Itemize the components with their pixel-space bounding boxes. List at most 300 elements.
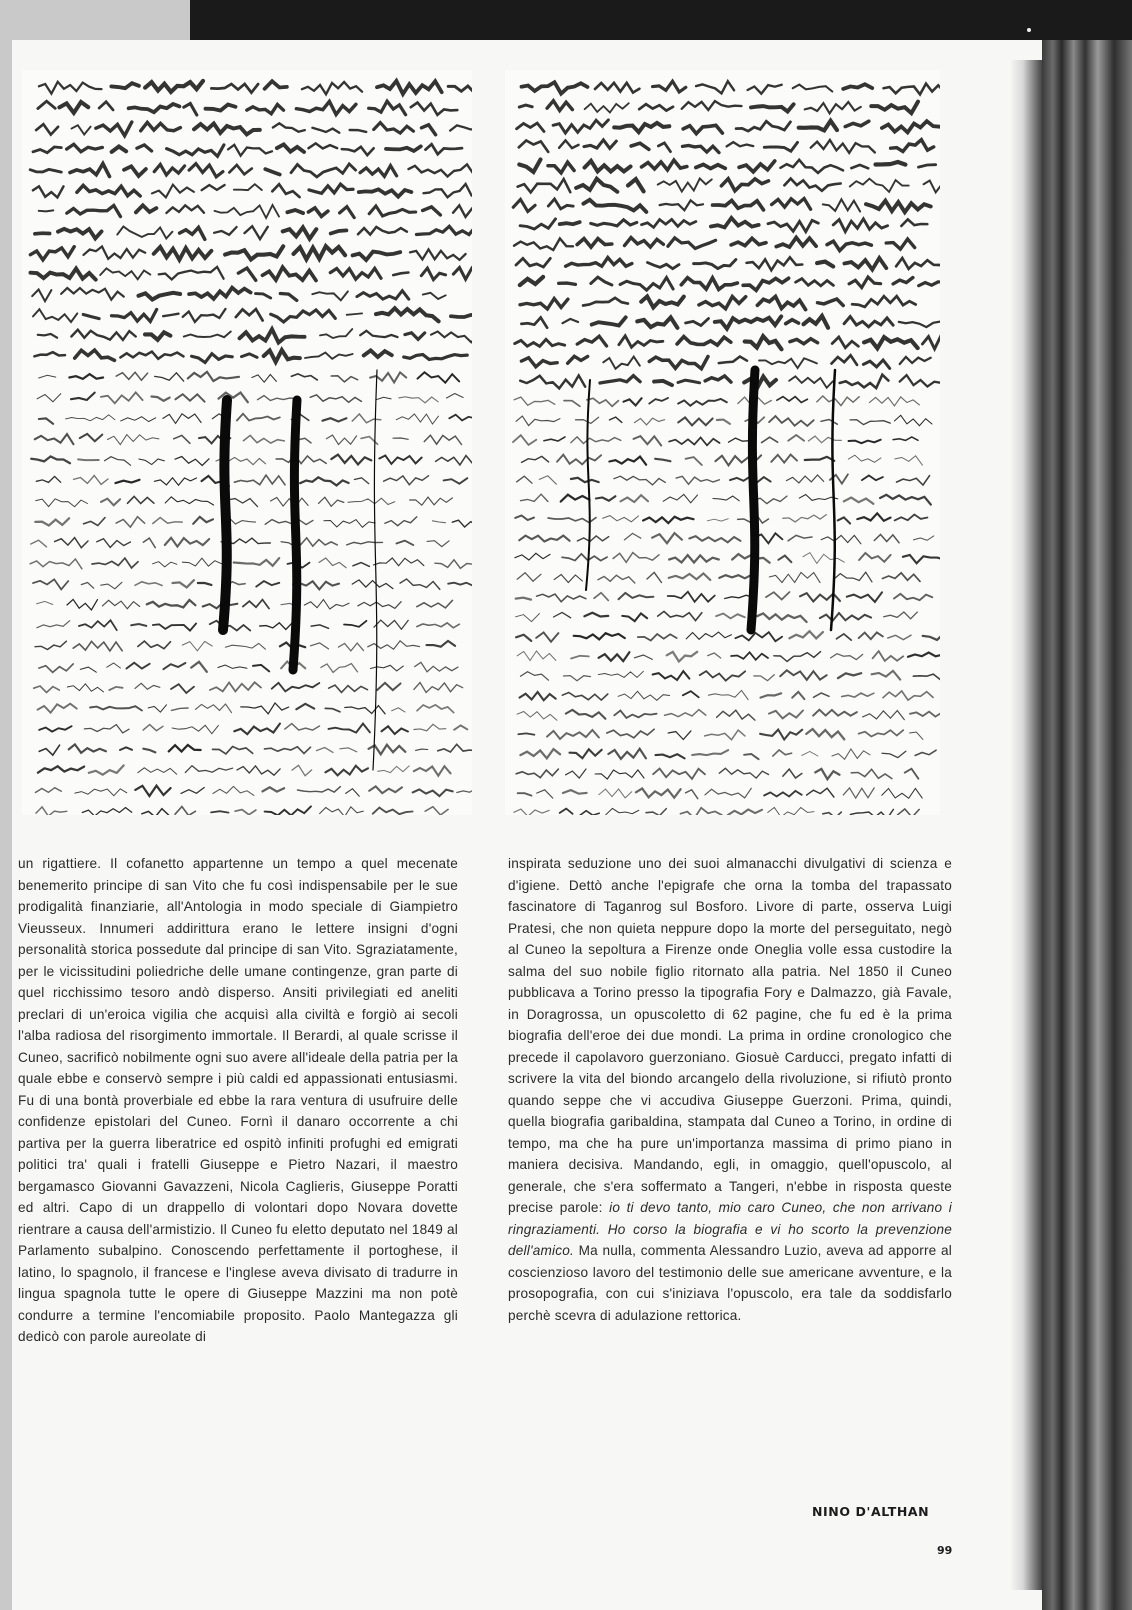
handwriting-stroke bbox=[515, 516, 534, 521]
handwriting-stroke bbox=[686, 632, 731, 639]
handwriting-stroke bbox=[669, 555, 719, 562]
handwriting-stroke bbox=[799, 495, 838, 501]
handwriting-stroke bbox=[832, 749, 870, 759]
handwriting-stroke bbox=[559, 140, 578, 148]
handwriting-stroke bbox=[385, 517, 417, 526]
handwriting-stroke bbox=[653, 81, 686, 92]
handwriting-stroke bbox=[58, 229, 102, 239]
handwriting-stroke bbox=[823, 812, 842, 815]
handwriting-stroke bbox=[594, 593, 608, 601]
handwriting-stroke bbox=[882, 751, 906, 757]
handwriting-stroke bbox=[817, 262, 833, 267]
handwriting-stroke bbox=[635, 655, 653, 659]
handwriting-stroke bbox=[905, 769, 919, 779]
handwriting-stroke bbox=[821, 420, 837, 425]
handwriting-stroke bbox=[116, 372, 147, 380]
handwriting-stroke bbox=[614, 123, 669, 132]
handwriting-stroke bbox=[296, 101, 356, 114]
handwriting-stroke bbox=[291, 164, 356, 177]
handwriting-stroke bbox=[285, 724, 320, 731]
handwriting-stroke bbox=[360, 166, 397, 177]
handwriting-stroke bbox=[820, 613, 871, 621]
handwriting-stroke bbox=[400, 579, 440, 589]
handwriting-stroke bbox=[562, 693, 608, 701]
handwriting-stroke bbox=[914, 536, 934, 540]
handwriting-stroke bbox=[563, 790, 587, 794]
handwriting-stroke bbox=[241, 703, 289, 714]
handwriting-stroke bbox=[252, 375, 277, 383]
handwriting-stroke bbox=[413, 789, 453, 796]
handwriting-stroke bbox=[360, 331, 397, 337]
handwriting-stroke bbox=[561, 495, 590, 502]
handwriting-stroke bbox=[705, 376, 731, 382]
handwriting-stroke bbox=[517, 712, 557, 721]
handwriting-stroke bbox=[554, 613, 571, 618]
handwriting-stroke bbox=[311, 643, 329, 649]
handwriting-stroke bbox=[520, 277, 543, 285]
handwriting-stroke bbox=[516, 635, 531, 641]
handwriting-stroke bbox=[658, 611, 702, 620]
handwriting-stroke bbox=[606, 808, 639, 814]
handwriting-stroke bbox=[866, 201, 931, 212]
handwriting-stroke bbox=[301, 538, 338, 546]
handwriting-stroke bbox=[112, 309, 157, 321]
handwriting-stroke bbox=[876, 162, 906, 165]
handwriting-stroke bbox=[35, 788, 61, 793]
handwriting-stroke bbox=[265, 806, 311, 815]
handwriting-stroke bbox=[715, 316, 781, 328]
handwriting-stroke bbox=[831, 654, 863, 660]
handwriting-stroke bbox=[75, 789, 127, 796]
handwriting-stroke bbox=[39, 726, 71, 731]
handwriting-stroke bbox=[560, 222, 580, 224]
handwriting-stroke bbox=[258, 396, 297, 401]
handwriting-stroke bbox=[276, 455, 326, 464]
handwriting-stroke bbox=[153, 518, 183, 524]
handwriting-stroke bbox=[320, 329, 352, 338]
handwriting-stroke bbox=[895, 456, 923, 465]
page-curl-edge bbox=[1010, 60, 1042, 1590]
handwriting-stroke bbox=[329, 724, 370, 733]
handwriting-stroke bbox=[37, 621, 70, 628]
handwriting-scan-right bbox=[505, 70, 940, 815]
handwriting-stroke bbox=[169, 745, 201, 752]
crossout-stroke bbox=[373, 370, 377, 770]
handwriting-stroke bbox=[242, 354, 258, 358]
handwriting-stroke bbox=[78, 459, 99, 460]
handwriting-stroke bbox=[843, 84, 872, 89]
handwriting-stroke bbox=[234, 724, 280, 735]
article-text-right-plain: inspirata seduzione uno dei suoi almanacchi divulgativi di scienza e d'igiene. Dettò anche l'epigrafe che orna la tomba del trapassato fascinatore di Taganrog sul Bosforo. Livore di parte, osserva Luigi Pratesi, che non quieta neppure dopo la morte del perseguitato, negò al Cuneo la sepoltura a Firenze onde Oneglia volle essa custodire la salma del suo nobile figlio ritornato alla patria. Nel 1850 il Cuneo pubblicava a Torino presso la tipografia Fory e Dalmazzo, già Favale, in Doragrossa, un opuscoletto di 62 pagine, che fu ed è la prima biografia dell'eroe dei due mondi. La prima in ordine cronologico che precede il capolavoro guerzoniano. Giosuè Carducci, pregato infatti di scrivere la vita del biondo arcangelo della rivoluzione, si rifiutò pronto quando seppe che vi accudiva Giuseppe Guerzoni. Prima, quindi, quella biografia garibaldina, stampata dal Cuneo a Torino, in ordine di tempo, ma che ha pure un'importanza massima di primo piano in maniera decisiva. Mandando, egli, in omaggio, quell'opuscolo, al generale, che s'era soffermato a Tangeri, n'ebbe in risposta queste precise parole: bbox=[508, 856, 952, 1215]
handwriting-stroke bbox=[788, 535, 812, 540]
handwriting-stroke bbox=[414, 724, 446, 731]
handwriting-stroke bbox=[67, 684, 103, 692]
handwriting-stroke bbox=[636, 789, 681, 798]
handwriting-stroke bbox=[449, 415, 472, 421]
handwriting-stroke bbox=[338, 643, 363, 651]
handwriting-stroke bbox=[727, 142, 754, 146]
handwriting-stroke bbox=[373, 808, 413, 815]
handwriting-stroke bbox=[299, 438, 311, 443]
handwriting-stroke bbox=[399, 397, 438, 403]
handwriting-stroke bbox=[624, 533, 640, 540]
handwriting-stroke bbox=[271, 310, 336, 322]
handwriting-stroke bbox=[211, 84, 258, 93]
handwriting-stroke bbox=[711, 218, 759, 228]
handwriting-stroke bbox=[518, 793, 532, 795]
handwriting-stroke bbox=[639, 104, 673, 110]
handwriting-stroke bbox=[872, 671, 901, 680]
handwriting-stroke bbox=[154, 247, 212, 260]
article-column-right bbox=[508, 853, 952, 1326]
handwriting-stroke bbox=[548, 162, 574, 173]
handwriting-stroke bbox=[833, 219, 887, 232]
handwriting-stroke bbox=[354, 478, 368, 484]
handwriting-stroke bbox=[842, 693, 874, 697]
handwriting-stroke bbox=[781, 160, 844, 173]
handwriting-stroke bbox=[838, 517, 850, 523]
handwriting-stroke bbox=[619, 336, 663, 347]
handwriting-stroke bbox=[189, 288, 251, 299]
handwriting-stroke bbox=[622, 613, 647, 621]
handwriting-stroke bbox=[426, 144, 463, 154]
handwriting-stroke bbox=[127, 663, 150, 669]
handwriting-stroke bbox=[374, 620, 408, 629]
handwriting-stroke bbox=[423, 293, 446, 299]
handwriting-stroke bbox=[206, 105, 236, 111]
handwriting-stroke bbox=[396, 541, 413, 546]
handwriting-stroke bbox=[378, 766, 410, 773]
handwriting-stroke bbox=[893, 437, 918, 440]
handwriting-stroke bbox=[308, 208, 328, 217]
handwriting-stroke bbox=[330, 268, 381, 279]
handwriting-stroke bbox=[571, 656, 589, 659]
handwriting-stroke bbox=[427, 541, 449, 547]
handwriting-stroke bbox=[272, 683, 320, 692]
handwriting-stroke bbox=[564, 401, 580, 407]
handwriting-stroke bbox=[634, 436, 662, 445]
handwriting-stroke bbox=[806, 729, 844, 739]
handwriting-stroke bbox=[796, 279, 834, 286]
handwriting-stroke bbox=[202, 185, 225, 190]
handwriting-stroke bbox=[721, 179, 768, 191]
handwriting-stroke bbox=[840, 375, 889, 388]
handwriting-stroke bbox=[89, 765, 124, 774]
handwriting-stroke bbox=[514, 397, 555, 405]
handwriting-stroke bbox=[37, 601, 53, 604]
handwriting-stroke bbox=[769, 573, 820, 583]
handwriting-stroke bbox=[417, 623, 460, 628]
handwriting-stroke bbox=[124, 166, 146, 176]
handwriting-stroke bbox=[677, 337, 731, 346]
handwriting-stroke bbox=[386, 146, 421, 151]
handwriting-stroke bbox=[165, 497, 213, 505]
handwriting-stroke bbox=[59, 102, 88, 113]
handwriting-stroke bbox=[638, 634, 677, 641]
handwriting-stroke bbox=[882, 788, 922, 798]
handwriting-stroke bbox=[145, 332, 170, 340]
handwriting-stroke bbox=[344, 621, 367, 627]
handwriting-stroke bbox=[263, 267, 317, 280]
handwriting-stroke bbox=[30, 247, 74, 260]
handwriting-stroke bbox=[369, 786, 402, 793]
handwriting-stroke bbox=[448, 582, 472, 586]
handwriting-stroke bbox=[188, 372, 239, 381]
handwriting-stroke bbox=[37, 394, 61, 402]
handwriting-stroke bbox=[36, 476, 60, 482]
handwriting-stroke bbox=[521, 672, 549, 681]
handwriting-stroke bbox=[325, 766, 368, 776]
handwriting-stroke bbox=[568, 356, 588, 363]
handwriting-stroke bbox=[30, 169, 61, 172]
handwriting-stroke bbox=[576, 179, 617, 192]
handwriting-stroke bbox=[587, 398, 619, 406]
handwriting-stroke bbox=[99, 102, 113, 110]
handwriting-stroke bbox=[805, 457, 835, 461]
handwriting-stroke bbox=[287, 210, 303, 213]
handwriting-stroke bbox=[194, 124, 260, 135]
handwriting-scan-left bbox=[22, 70, 472, 815]
handwriting-stroke bbox=[81, 583, 93, 589]
handwriting-stroke bbox=[174, 435, 190, 443]
handwriting-stroke bbox=[35, 641, 66, 649]
handwriting-stroke bbox=[302, 82, 362, 94]
handwriting-stroke bbox=[376, 397, 391, 399]
handwriting-stroke bbox=[405, 333, 425, 340]
handwriting-stroke bbox=[560, 809, 573, 814]
handwriting-stroke bbox=[683, 125, 722, 133]
handwriting-stroke bbox=[910, 732, 923, 739]
handwriting-stroke bbox=[234, 558, 280, 566]
book-spine bbox=[1042, 40, 1132, 1610]
handwriting-stroke bbox=[643, 517, 693, 523]
handwriting-stroke bbox=[874, 535, 899, 543]
handwriting-stroke bbox=[628, 179, 644, 191]
handwriting-stroke bbox=[175, 807, 195, 815]
handwriting-stroke bbox=[592, 317, 626, 325]
handwriting-stroke bbox=[514, 809, 549, 815]
handwriting-stroke bbox=[748, 85, 782, 94]
handwriting-stroke bbox=[38, 704, 77, 713]
handwriting-stroke bbox=[148, 705, 166, 712]
handwriting-stroke bbox=[818, 299, 844, 306]
handwriting-stroke bbox=[719, 768, 768, 778]
handwriting-stroke bbox=[36, 124, 58, 134]
handwriting-stroke bbox=[84, 247, 146, 259]
handwriting-stroke bbox=[435, 560, 472, 569]
handwriting-stroke bbox=[31, 269, 96, 280]
handwriting-stroke bbox=[768, 220, 818, 231]
handwriting-stroke bbox=[823, 199, 860, 211]
handwriting-stroke bbox=[744, 754, 759, 759]
handwriting-stroke bbox=[171, 708, 188, 710]
handwriting-stroke bbox=[112, 147, 126, 152]
handwriting-stroke bbox=[364, 350, 392, 357]
handwriting-stroke bbox=[120, 352, 183, 359]
handwriting-stroke bbox=[883, 573, 921, 582]
handwriting-stroke bbox=[234, 184, 262, 190]
handwriting-stroke bbox=[138, 641, 171, 649]
handwriting-stroke bbox=[591, 220, 637, 226]
handwriting-stroke bbox=[513, 199, 535, 211]
handwriting-stroke bbox=[583, 298, 628, 306]
handwriting-stroke bbox=[265, 169, 279, 174]
handwriting-stroke bbox=[240, 329, 305, 342]
handwriting-stroke bbox=[173, 580, 194, 587]
handwriting-stroke bbox=[777, 397, 808, 403]
handwriting-stroke bbox=[36, 807, 67, 815]
handwriting-stroke bbox=[747, 257, 803, 270]
handwriting-stroke bbox=[595, 83, 639, 93]
handwriting-stroke bbox=[243, 600, 269, 609]
handwriting-stroke bbox=[292, 765, 312, 775]
handwriting-stroke bbox=[689, 536, 740, 542]
handwriting-stroke bbox=[595, 770, 644, 779]
handwriting-stroke bbox=[783, 515, 827, 522]
handwriting-stroke bbox=[544, 437, 565, 441]
garibaldi-quote: io ti devo tanto, mio caro Cuneo, che non arrivano i ringraziamenti. Ho corso la biografia e vi ho scorto la prevenzione dell'amico. bbox=[508, 1200, 952, 1258]
handwriting-stroke bbox=[778, 556, 791, 563]
article-text-left: un rigattiere. Il cofanetto appartenne un tempo a quel mecenate benemerito principe di san Vito che fu così indispensabile per le sue prodigalità finanziarie, all'Antologia in modo speciale di Giampietro Vieusseux. Innumeri addirittura erano le lettere insigni d'ogni personalità storica possedute dal principe di san Vito. Sgraziatamente, per le vicissitudini poliedriche delle umane contingenze, gran parte di quel ricchissimo tesoro andò disperso. Ansiti privilegiati ed aneliti preclari di un'eroica vigilia che acquisì alla civiltà e forgiò ai secoli l'alba radiosa del risorgimento immortale. Il Berardi, al quale scrisse il Cuneo, sacrificò nobilmente ogni suo avere all'ideale della patria per la quale ebbe e conservò sempre i più caldi ed appassionati entusiasmi. Fu di una bontà proverbiale ed ebbe la rara ventura di usufruire delle confidenze epistolari del Cuneo. Fornì il danaro occorrente a chi partiva per la guerra liberatrice ed ospitò infiniti profughi ed emigrati politici tra' quali i fratelli Giuseppe e Pietro Nazari, il maestro bergamasco Giovanni Gavazzeni, Nicola Caglieris, Giuseppe Poratti ed altri. Capo di un drappello di volontari dopo Novara dovette rientrare a causa dell'armistizio. Il Cuneo fu eletto deputato nel 1849 al Parlamento subalpino. Conoscendo perfettamente il portoghese, il latino, lo spagnolo, il francese e l'inglese aveva divisato di tradurre in lingua spagnola tutte le opere di Giuseppe Mazzini ma non potè condurre a termine l'encomiabile proposito. Paolo Mantegazza gli dedicò con parole aureolate di bbox=[18, 856, 458, 1344]
handwriting-stroke bbox=[625, 238, 664, 248]
handwriting-stroke bbox=[253, 665, 269, 672]
handwriting-stroke bbox=[548, 199, 573, 209]
handwriting-stroke bbox=[802, 752, 818, 757]
handwriting-stroke bbox=[792, 692, 804, 699]
handwriting-stroke bbox=[743, 278, 788, 290]
handwriting-stroke bbox=[705, 788, 751, 798]
handwriting-stroke bbox=[33, 147, 61, 153]
handwriting-stroke bbox=[135, 786, 170, 796]
handwriting-stroke bbox=[898, 809, 920, 815]
handwriting-stroke bbox=[764, 142, 797, 151]
manuscript-letter-right bbox=[505, 70, 940, 815]
handwriting-stroke bbox=[80, 667, 96, 672]
handwriting-stroke bbox=[922, 336, 940, 349]
handwriting-stroke bbox=[893, 278, 913, 284]
handwriting-stroke bbox=[422, 125, 436, 135]
handwriting-stroke bbox=[646, 809, 666, 815]
handwriting-stroke bbox=[418, 372, 460, 382]
handwriting-stroke bbox=[436, 456, 472, 465]
handwriting-stroke bbox=[652, 533, 682, 543]
handwriting-stroke bbox=[520, 219, 555, 229]
handwriting-stroke bbox=[300, 477, 349, 485]
handwriting-stroke bbox=[669, 573, 711, 580]
handwriting-stroke bbox=[773, 750, 792, 756]
handwriting-stroke bbox=[67, 599, 98, 610]
handwriting-stroke bbox=[609, 457, 646, 465]
handwriting-stroke bbox=[705, 730, 745, 740]
handwriting-stroke bbox=[668, 731, 691, 740]
handwriting-stroke bbox=[438, 744, 472, 752]
handwriting-stroke bbox=[522, 456, 549, 462]
handwriting-stroke bbox=[647, 572, 662, 582]
handwriting-stroke bbox=[517, 573, 541, 582]
handwriting-stroke bbox=[668, 238, 716, 249]
handwriting-stroke bbox=[100, 268, 150, 279]
handwriting-stroke bbox=[180, 227, 205, 239]
handwriting-stroke bbox=[237, 414, 280, 421]
handwriting-stroke bbox=[717, 710, 755, 720]
handwriting-stroke bbox=[69, 374, 103, 379]
handwriting-stroke bbox=[696, 165, 725, 169]
handwriting-stroke bbox=[184, 332, 231, 338]
handwriting-stroke bbox=[421, 268, 445, 280]
handwriting-stroke bbox=[321, 664, 358, 673]
handwriting-stroke bbox=[847, 592, 882, 602]
handwriting-stroke bbox=[658, 143, 670, 152]
handwriting-stroke bbox=[371, 665, 404, 671]
handwriting-stroke bbox=[804, 316, 829, 328]
handwriting-stroke bbox=[310, 395, 361, 403]
handwriting-stroke bbox=[521, 318, 547, 328]
handwriting-stroke bbox=[346, 789, 360, 797]
handwriting-stroke bbox=[35, 233, 50, 234]
handwriting-stroke bbox=[382, 726, 408, 734]
handwriting-stroke bbox=[271, 498, 309, 507]
handwriting-stroke bbox=[521, 494, 548, 501]
handwriting-stroke bbox=[832, 355, 858, 365]
handwriting-stroke bbox=[571, 478, 599, 482]
handwriting-stroke bbox=[919, 165, 936, 167]
handwriting-stroke bbox=[237, 766, 280, 775]
handwriting-stroke bbox=[67, 205, 121, 216]
handwriting-stroke bbox=[888, 635, 911, 639]
handwriting-stroke bbox=[75, 350, 115, 360]
handwriting-stroke bbox=[74, 476, 108, 485]
handwriting-stroke bbox=[744, 377, 776, 389]
handwriting-stroke bbox=[228, 499, 258, 507]
handwriting-stroke bbox=[152, 185, 194, 198]
handwriting-stroke bbox=[635, 418, 665, 425]
handwriting-stroke bbox=[771, 455, 797, 463]
handwriting-stroke bbox=[424, 184, 472, 197]
handwriting-stroke bbox=[444, 478, 468, 484]
handwriting-stroke bbox=[417, 600, 453, 608]
handwriting-stroke bbox=[396, 414, 438, 424]
crossout-stroke bbox=[223, 400, 227, 630]
handwriting-stroke bbox=[152, 397, 170, 401]
handwriting-stroke bbox=[845, 121, 869, 126]
handwriting-stroke bbox=[34, 352, 65, 356]
handwriting-stroke bbox=[82, 808, 131, 816]
handwriting-stroke bbox=[516, 769, 558, 778]
handwriting-stroke bbox=[131, 624, 146, 626]
handwriting-stroke bbox=[84, 725, 129, 733]
handwriting-stroke bbox=[66, 415, 115, 421]
handwriting-stroke bbox=[729, 438, 750, 442]
handwriting-stroke bbox=[788, 435, 804, 441]
handwriting-stroke bbox=[345, 706, 385, 714]
handwriting-stroke bbox=[265, 747, 311, 754]
handwriting-stroke bbox=[92, 558, 138, 568]
scan-speck bbox=[1027, 28, 1031, 32]
handwriting-stroke bbox=[326, 435, 356, 444]
handwriting-stroke bbox=[105, 457, 131, 466]
handwriting-stroke bbox=[39, 210, 54, 211]
handwriting-stroke bbox=[574, 633, 625, 639]
handwriting-stroke bbox=[517, 476, 532, 483]
handwriting-stroke bbox=[566, 769, 586, 778]
handwriting-stroke bbox=[192, 354, 233, 363]
handwriting-stroke bbox=[38, 766, 84, 772]
handwriting-stroke bbox=[603, 516, 639, 522]
handwriting-stroke bbox=[844, 317, 893, 327]
handwriting-stroke bbox=[571, 437, 621, 444]
handwriting-stroke bbox=[33, 579, 68, 589]
handwriting-stroke bbox=[864, 337, 918, 348]
